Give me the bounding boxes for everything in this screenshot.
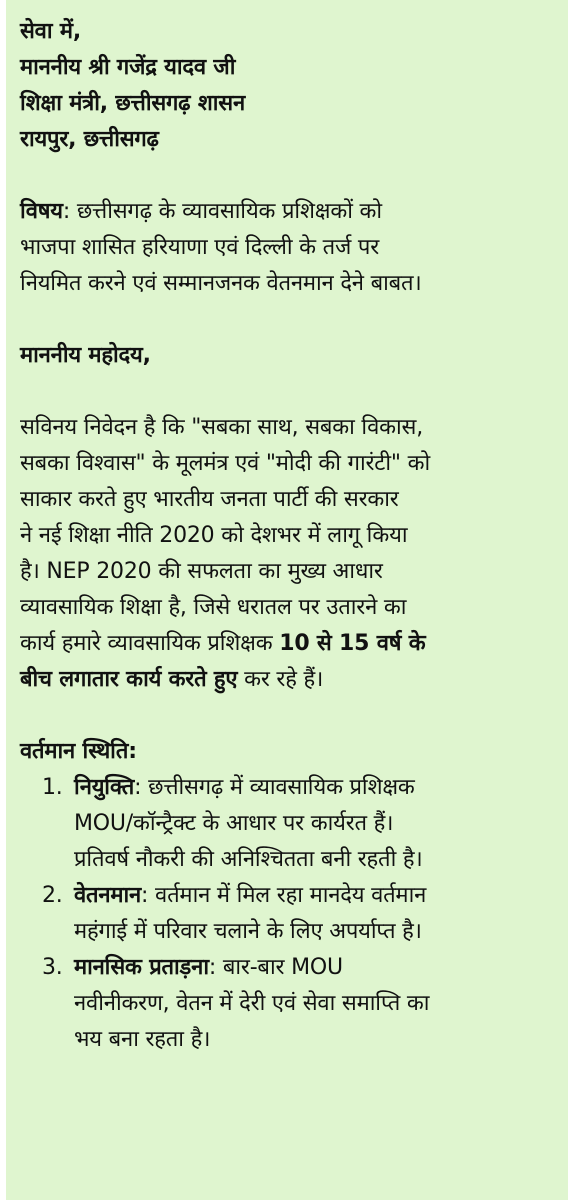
body-emphasis: बीच लगातार कार्य करते हुए bbox=[20, 667, 238, 692]
list-item-text: : बार-बार MOU bbox=[208, 955, 343, 980]
body-line: सबका विश्वास" के मूलमंत्र एवं "मोदी की गारंटी" को bbox=[20, 451, 430, 476]
body-line: साकार करते हुए भारतीय जनता पार्टी की सरकार bbox=[20, 487, 399, 512]
body-text: कार्य हमारे व्यावसायिक प्रशिक्षक bbox=[20, 631, 280, 656]
body-line bbox=[20, 626, 556, 662]
address-line: सेवा में, bbox=[20, 19, 81, 44]
body-line: है। NEP 2020 की सफलता का मुख्य आधार bbox=[20, 559, 383, 584]
spacer bbox=[20, 374, 556, 410]
message-bubble bbox=[6, 0, 568, 1200]
list-item bbox=[20, 878, 556, 914]
subject-label: विषय bbox=[20, 199, 63, 224]
list-number: 2. bbox=[42, 883, 63, 908]
list-item-text: नवीनीकरण, वेतन में देरी एवं सेवा समाप्ति का bbox=[74, 991, 430, 1016]
list-item bbox=[20, 950, 556, 986]
body-line bbox=[20, 662, 556, 698]
list-item-text: MOU/कॉन्ट्रैक्ट के आधार पर कार्यरत हैं। bbox=[74, 811, 394, 836]
subject-text: भाजपा शासित हरियाणा एवं दिल्ली के तर्ज पर bbox=[20, 235, 380, 260]
list-item-text: भय बना रहता है। bbox=[74, 1027, 211, 1052]
list-item-title: वेतनमान bbox=[74, 883, 142, 908]
salutation: माननीय महोदय, bbox=[20, 343, 151, 368]
body-line: ने नई शिक्षा नीति 2020 को देशभर में लागू किया bbox=[20, 523, 408, 548]
list-item-title: नियुक्ति bbox=[74, 775, 135, 800]
address-line: माननीय श्री गजेंद्र यादव जी bbox=[20, 55, 236, 80]
body-emphasis: 10 से 15 वर्ष के bbox=[279, 631, 426, 656]
body-text: कर रहे हैं। bbox=[237, 667, 324, 692]
list-item-title: मानसिक प्रताड़ना bbox=[74, 955, 209, 980]
subject-text: : छत्तीसगढ़ के व्यावसायिक प्रशिक्षकों को bbox=[62, 199, 382, 224]
address-line: शिक्षा मंत्री, छत्तीसगढ़ शासन bbox=[20, 91, 245, 116]
list-number: 1. bbox=[42, 775, 63, 800]
list-item-text: : वर्तमान में मिल रहा मानदेय वर्तमान bbox=[141, 883, 427, 908]
list-item bbox=[20, 770, 556, 806]
list-item-text: महंगाई में परिवार चलाने के लिए अपर्याप्त है। bbox=[74, 919, 422, 944]
body-line: व्यावसायिक शिक्षा है, जिसे धरातल पर उतारने का bbox=[20, 595, 407, 620]
list-item-text: प्रतिवर्ष नौकरी की अनिश्चितता बनी रहती है। bbox=[74, 847, 423, 872]
list-item-text: : छत्तीसगढ़ में व्यावसायिक प्रशिक्षक bbox=[134, 775, 415, 800]
status-heading: वर्तमान स्थिति: bbox=[20, 739, 137, 764]
subject-text: नियमित करने एवं सम्मानजनक वेतनमान देने बाबत। bbox=[20, 271, 422, 296]
spacer bbox=[20, 698, 556, 734]
subject-line bbox=[20, 194, 556, 230]
address-line: रायपुर, छत्तीसगढ़ bbox=[20, 127, 159, 152]
spacer bbox=[20, 302, 556, 338]
list-number: 3. bbox=[42, 955, 63, 980]
spacer bbox=[20, 158, 556, 194]
body-line: सविनय निवेदन है कि "सबका साथ, सबका विकास, bbox=[20, 415, 424, 440]
